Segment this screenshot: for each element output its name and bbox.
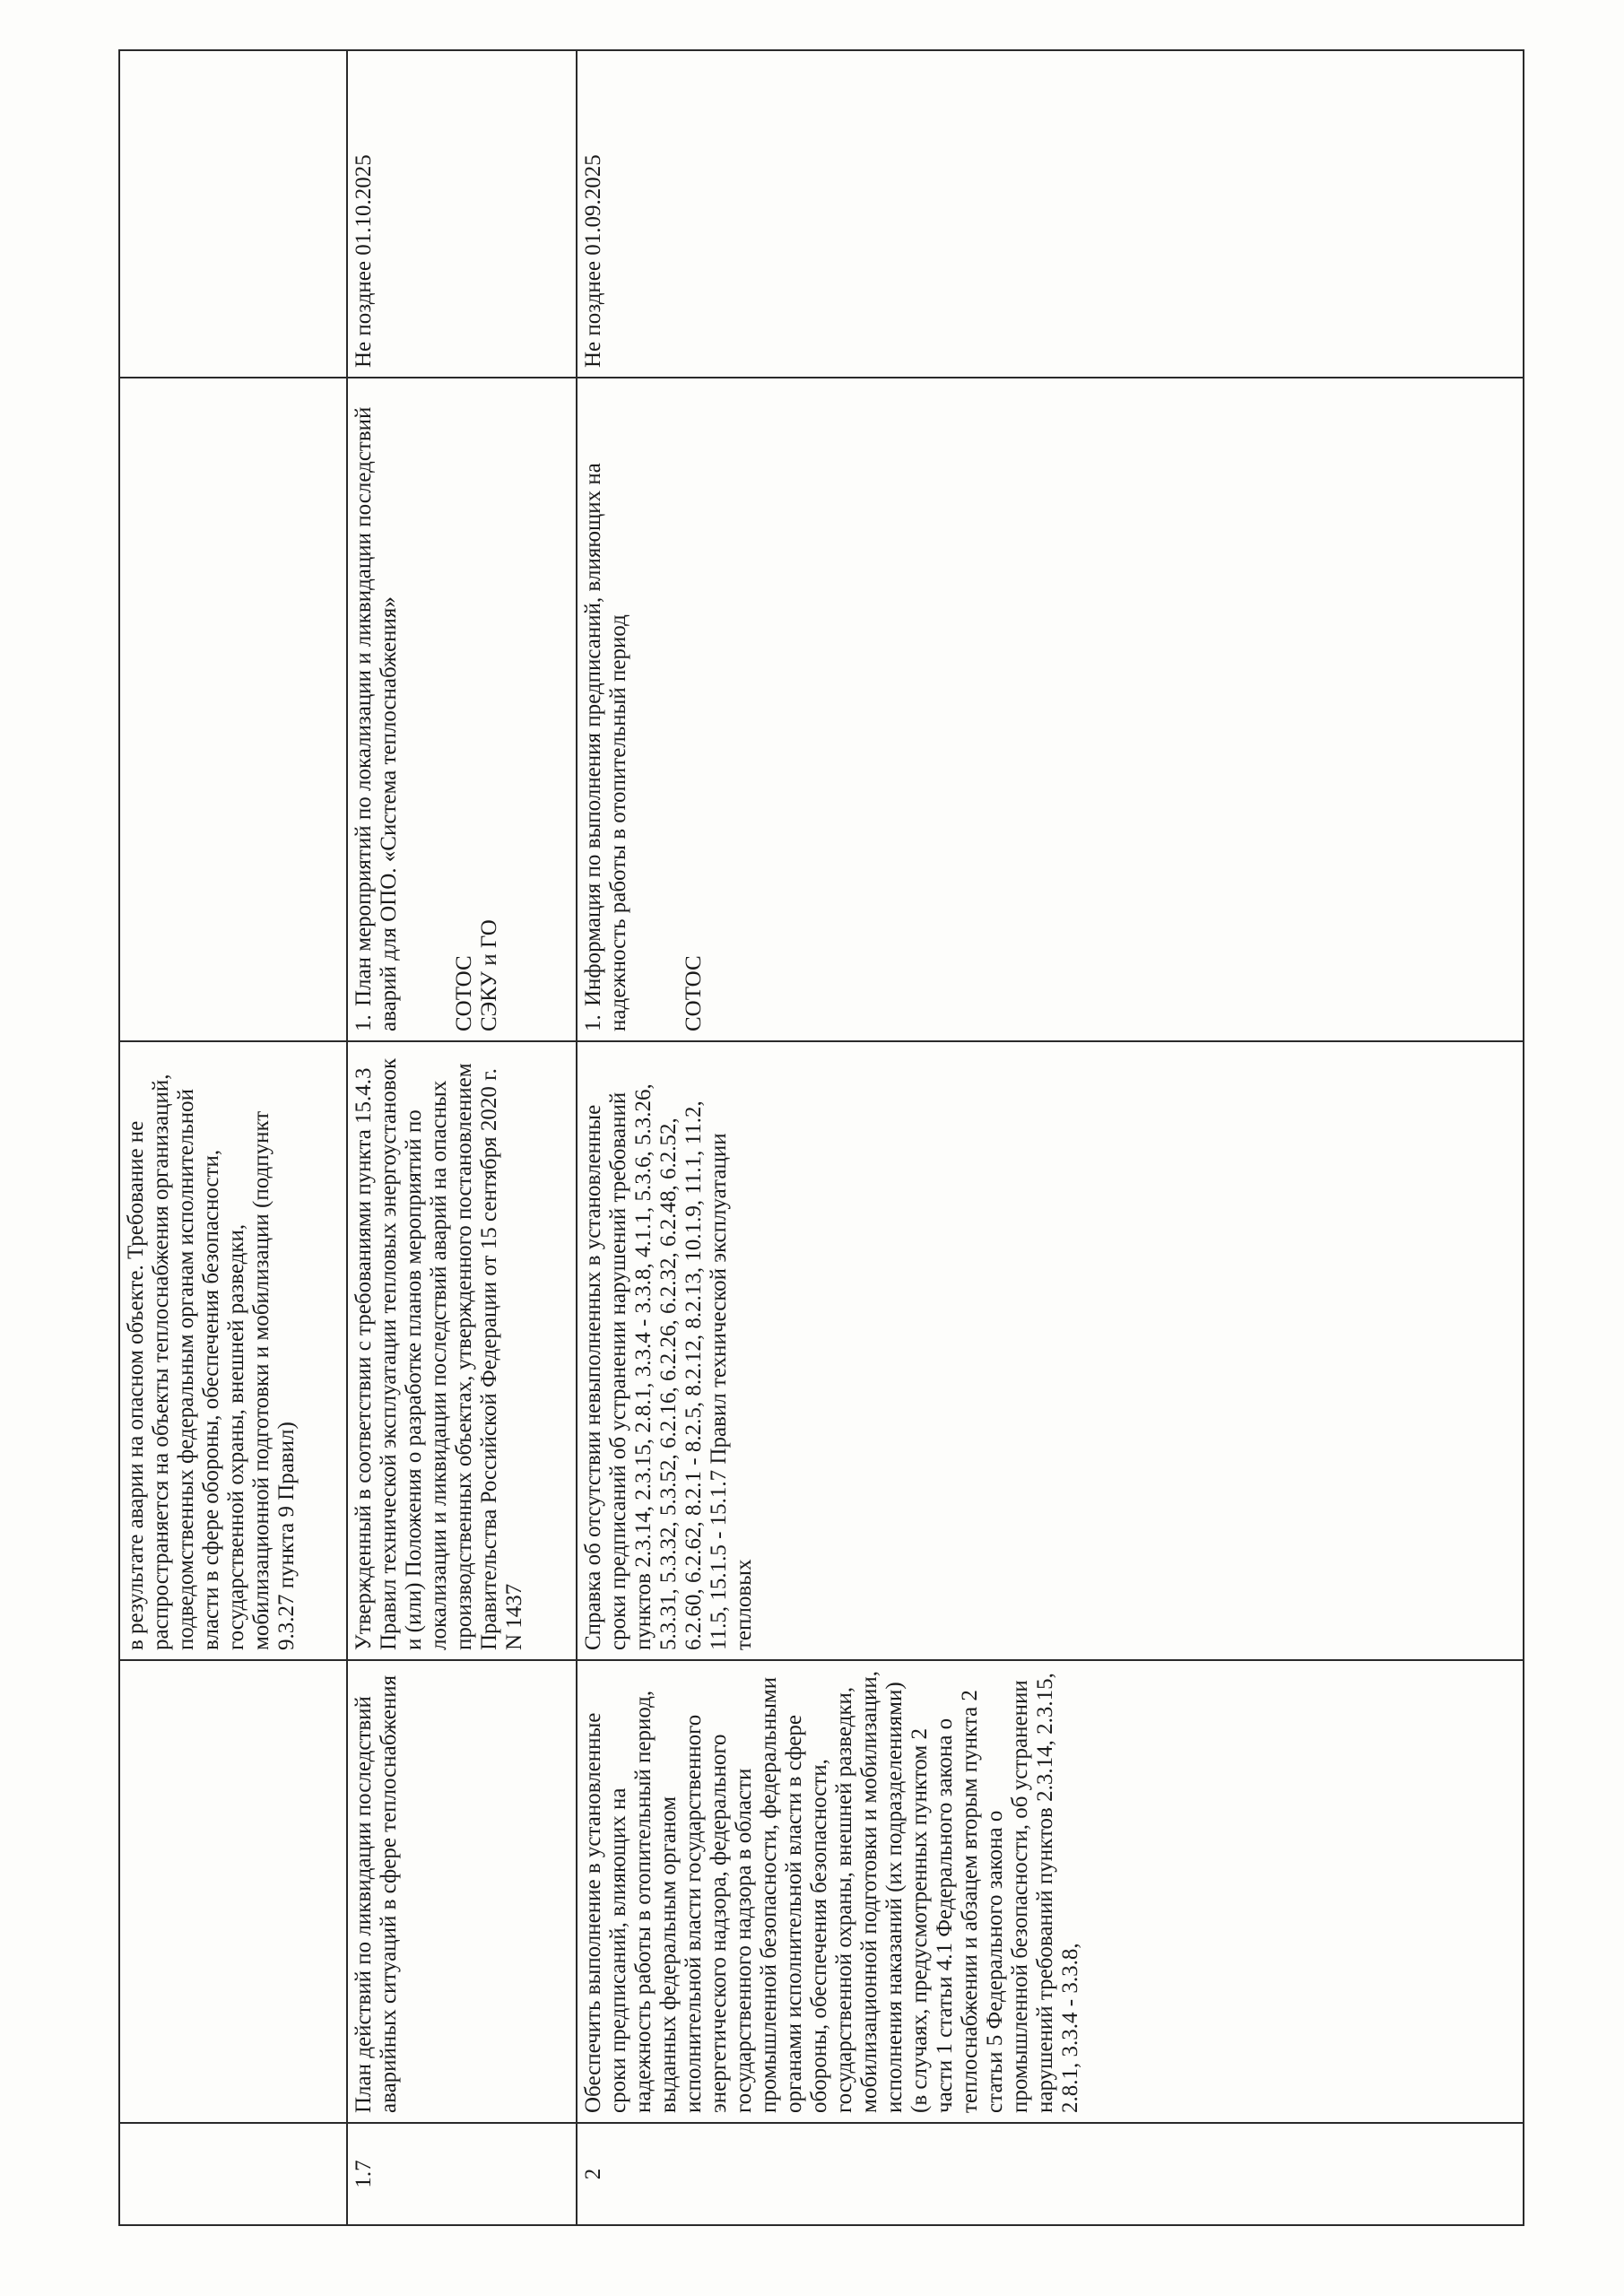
basis-cell: Справка об отсутствии невыполненных в установленные сроки предписаний об устранении нарушений требований пунктов 2.3.14, 2.3.15, 2.8.1, 3.3.4 - 3.3.8, 4.1.1, 5.3.6, 5.3.26, 5.3.31, 5.3.32, 5.3.52, 6.2.16, 6.2.26, 6.2.32, 6.2.48, 6.2.52, 6.2.60, 6.2.62, 8.2.1 - 8.2.5, 8.2.12, 8.2.13, 10.1.9, 11.1, 11.2, 11.5, 15.1.5 - 15.1.7 Правил технической эксплуатации тепловых (577, 1041, 1524, 1660)
task-cell: План действий по ликвидации последствий аварийных ситуаций в сфере теплоснабжения (347, 1660, 577, 2123)
row-number-cell: 1.7 (347, 2123, 577, 2225)
basis-cell: Утвержденный в соответствии с требованиями пункта 15.4.3 Правил технической эксплуатации тепловых энергоустановок и (или) Положения о разработке планов мероприятий по локализации и ликвидации последствий аварий на опасных производственных объектах, утвержденного постановлением Правительства Российской Федерации от 15 сентября 2020 г. N 1437 (347, 1041, 577, 1660)
table-row (577, 50, 1524, 2225)
list-item-number: 1. (581, 1014, 605, 1031)
document-list-item (581, 387, 631, 1031)
document-text: Информация по выполнения предписаний, влияющих на надежность работы в отопительный период (581, 463, 630, 1031)
task-cell: Обеспечить выполнение в установленные сроки предписаний, влияющих на надежность работы в отопительный период, выданных федеральным органом исполнительной власти государственного энергетического надзора, федерального государственного надзора в области промышленной безопасности, федеральными органами исполнительной власти в сфере обороны, обеспечения безопасности, государственной охраны, внешней разведки, мобилизационной подготовки и мобилизации, исполнения наказаний (их подразделениями) (в случаях, предусмотренных пунктом 2 части 1 статьи 4.1 Федерального закона о теплоснабжении и абзацем вторым пункта 2 статьи 5 Федерального закона о промышленной безопасности, об устранении нарушений требований пунктов 2.3.14, 2.3.15, 2.8.1, 3.3.4 - 3.3.8, (577, 1660, 1524, 2123)
executor-label: СОТОС (452, 955, 476, 1031)
documents-cell (577, 378, 1524, 1041)
row-number-cell (119, 2123, 347, 2225)
list-item-number: 1. (352, 1014, 376, 1031)
deadline-cell (119, 50, 347, 378)
requirements-table (118, 49, 1524, 2226)
document-list-item (352, 387, 402, 1031)
executor-label: СЭКУ и ГО (477, 919, 501, 1031)
table-row (347, 50, 577, 2225)
task-cell (119, 1660, 347, 2123)
row-number-cell: 2 (577, 2123, 1524, 2225)
documents-cell (347, 378, 577, 1041)
documents-cell (119, 378, 347, 1041)
executor-label: СОТОС (682, 955, 706, 1031)
table-row (119, 50, 347, 2225)
deadline-cell: Не позднее 01.09.2025 (577, 50, 1524, 378)
deadline-cell: Не позднее 01.10.2025 (347, 50, 577, 378)
document-text: План мероприятий по локализации и ликвидации последствий аварий для ОПО. «Система теплоснабжения» (352, 406, 401, 1031)
basis-cell: в результате аварии на опасном объекте. Требование не распространяется на объекты теплоснабжения организаций, подведомственных федеральным органам исполнительной власти в сфере обороны, обеспечения безопасности, государственной охраны, внешней разведки, мобилизационной подготовки и мобилизации (подпункт 9.3.27 пункта 9 Правил) (119, 1041, 347, 1660)
